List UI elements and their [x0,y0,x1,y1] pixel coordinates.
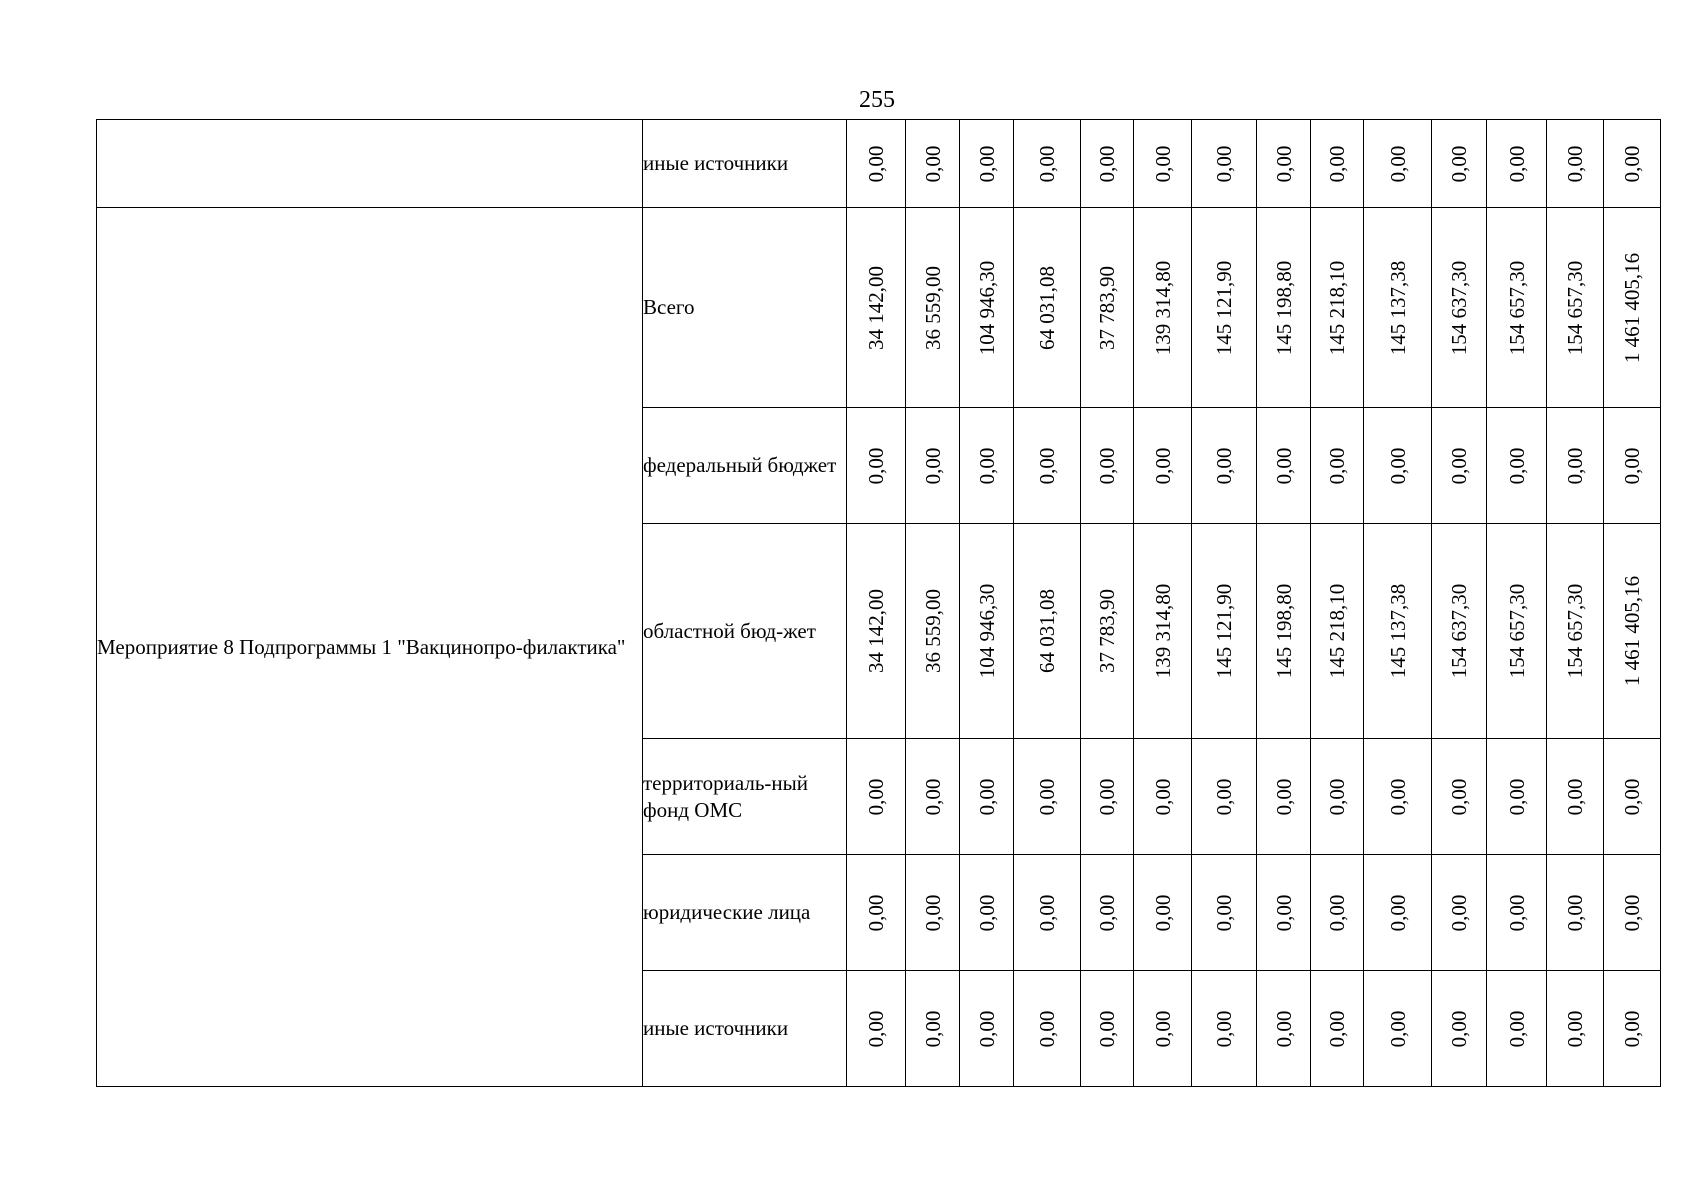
value-cell [960,524,1014,739]
value-cell [1547,971,1604,1087]
value-cell [1311,120,1364,208]
value-text: 0,00 [1504,145,1529,182]
value-text: 104 946,30 [974,583,999,679]
value-cell [1081,855,1134,971]
value-cell [1487,524,1547,739]
value-cell [1432,855,1487,971]
value-cell [960,208,1014,408]
value-cell [847,971,906,1087]
value-text: 0,00 [1563,447,1587,484]
value-text: 0,00 [920,145,945,182]
value-text: 0,00 [1620,145,1644,182]
value-text: 145 121,90 [1212,260,1236,355]
value-text: 0,00 [1095,145,1119,182]
value-cell [1134,855,1192,971]
value-cell [1192,855,1257,971]
value-text: 0,00 [1150,894,1175,931]
value-cell [1014,971,1081,1087]
value-text: 0,00 [974,447,999,484]
value-cell [1311,408,1364,524]
value-text: 37 783,90 [1095,265,1119,350]
value-text: 0,00 [974,1010,999,1047]
value-text: 0,00 [1385,778,1410,815]
value-text: 0,00 [1035,778,1059,815]
value-cell [1192,524,1257,739]
value-cell [1192,739,1257,855]
value-text: 0,00 [1504,447,1529,484]
value-cell [1134,208,1192,408]
value-text: 0,00 [1150,145,1175,182]
value-text: 0,00 [1620,894,1644,931]
value-text: 0,00 [920,778,945,815]
value-cell [906,739,960,855]
value-text: 0,00 [1035,447,1059,484]
value-cell [1311,208,1364,408]
value-text: 0,00 [1385,1010,1410,1047]
value-text: 0,00 [920,1010,945,1047]
value-text: 154 657,30 [1504,260,1529,355]
value-cell [847,208,906,408]
value-cell [1604,739,1661,855]
value-cell [1257,120,1311,208]
value-text: 0,00 [1035,894,1059,931]
value-text: 0,00 [1504,778,1529,815]
value-cell [1014,855,1081,971]
value-text: 0,00 [1447,1010,1471,1047]
value-text: 0,00 [1325,145,1349,182]
value-cell [847,739,906,855]
value-text: 0,00 [864,894,888,931]
table-row [97,120,1661,208]
value-text: 37 783,90 [1095,589,1119,673]
value-text: 0,00 [1504,1010,1529,1047]
value-text: 139 314,80 [1150,583,1175,679]
value-cell [1134,739,1192,855]
value-cell [847,524,906,739]
table-row [97,208,1661,408]
value-text: 145 218,10 [1325,583,1349,679]
value-text: 154 657,30 [1563,583,1587,679]
value-text: 0,00 [864,447,888,484]
value-cell [1547,208,1604,408]
value-cell [1604,208,1661,408]
value-cell [1311,524,1364,739]
value-cell [1547,855,1604,971]
value-cell [1257,524,1311,739]
value-text: 145 218,10 [1325,260,1349,355]
value-cell [960,120,1014,208]
value-text: 0,00 [864,1010,888,1047]
value-text: 0,00 [1212,447,1236,484]
value-text: 154 657,30 [1563,260,1587,355]
value-text: 0,00 [864,145,888,182]
value-text: 0,00 [1563,778,1587,815]
value-cell [1364,524,1432,739]
value-cell [1014,120,1081,208]
value-text: 0,00 [1325,778,1349,815]
value-text: 0,00 [1447,447,1471,484]
activity-name-cell [97,120,643,208]
value-cell [1081,208,1134,408]
value-text: 154 637,30 [1447,260,1471,355]
value-cell [906,524,960,739]
value-text: 0,00 [1271,145,1296,182]
value-cell [847,408,906,524]
value-cell [1257,408,1311,524]
value-text: 0,00 [1150,447,1175,484]
value-text: 0,00 [1620,1010,1644,1047]
value-cell [1311,855,1364,971]
value-text: 0,00 [1095,447,1119,484]
value-text: 0,00 [1447,145,1471,182]
value-text: 0,00 [1150,778,1175,815]
funding-source-cell: областной бюд-жет [643,524,847,739]
value-cell [1364,855,1432,971]
value-text: 0,00 [1563,1010,1587,1047]
value-text: 0,00 [1271,1010,1296,1047]
value-text: 145 137,38 [1385,583,1410,679]
value-cell [1604,971,1661,1087]
value-cell [1604,524,1661,739]
value-cell [1311,739,1364,855]
value-cell [1487,208,1547,408]
value-text: 0,00 [1212,894,1236,931]
value-text: 0,00 [1212,145,1236,182]
value-cell [1604,120,1661,208]
value-cell [960,739,1014,855]
value-cell [1432,208,1487,408]
value-text: 34 142,00 [864,265,888,350]
value-cell [1487,855,1547,971]
value-cell [1081,739,1134,855]
value-cell [1364,408,1432,524]
funding-source-cell: иные источники [643,120,847,208]
value-text: 64 031,08 [1035,589,1059,673]
value-text: 0,00 [1620,447,1644,484]
value-text: 0,00 [920,447,945,484]
value-text: 154 657,30 [1504,583,1529,679]
value-cell [1014,524,1081,739]
value-text: 0,00 [1212,1010,1236,1047]
value-text: 0,00 [1212,778,1236,815]
value-cell [1257,208,1311,408]
value-text: 0,00 [1271,447,1296,484]
value-text: 145 137,38 [1385,260,1410,355]
value-cell [1432,408,1487,524]
value-cell [1604,855,1661,971]
value-cell [1192,971,1257,1087]
value-cell [1364,208,1432,408]
value-text: 0,00 [1563,145,1587,182]
value-text: 0,00 [1035,1010,1059,1047]
value-cell [906,208,960,408]
value-text: 0,00 [1504,894,1529,931]
funding-source-cell: Всего [643,208,847,408]
value-cell [960,971,1014,1087]
value-text: 0,00 [1271,894,1296,931]
funding-source-cell: федеральный бюджет [643,408,847,524]
value-cell [1014,408,1081,524]
value-text: 0,00 [1095,1010,1119,1047]
value-text: 0,00 [1447,894,1471,931]
value-text: 145 121,90 [1212,583,1236,679]
value-text: 0,00 [1385,894,1410,931]
value-cell [1134,971,1192,1087]
value-cell [906,971,960,1087]
value-text: 145 198,80 [1271,583,1296,679]
value-cell [906,855,960,971]
value-cell [1081,524,1134,739]
value-text: 0,00 [1563,894,1587,931]
funding-source-cell: территориаль-ный фонд ОМС [643,739,847,855]
value-cell [1364,739,1432,855]
value-cell [1081,120,1134,208]
value-text: 0,00 [1325,894,1349,931]
value-text: 139 314,80 [1150,260,1175,355]
value-text: 34 142,00 [864,589,888,673]
value-cell [1547,739,1604,855]
value-text: 0,00 [974,778,999,815]
value-cell [1487,971,1547,1087]
value-cell [1364,971,1432,1087]
value-text: 145 198,80 [1271,260,1296,355]
value-cell [1192,208,1257,408]
value-cell [1432,971,1487,1087]
value-text: 0,00 [974,145,999,182]
value-text: 0,00 [1385,447,1410,484]
value-cell [1487,408,1547,524]
value-cell [960,408,1014,524]
value-cell [847,120,906,208]
value-text: 0,00 [1095,894,1119,931]
value-text: 0,00 [1035,145,1059,182]
value-cell [1547,524,1604,739]
value-cell [1487,120,1547,208]
value-text: 0,00 [974,894,999,931]
value-text: 0,00 [1095,778,1119,815]
value-text: 36 559,00 [920,589,945,673]
value-cell [1432,120,1487,208]
value-cell [1257,855,1311,971]
value-text: 0,00 [1385,145,1410,182]
value-text: 1 461 405,16 [1620,575,1644,687]
value-text: 0,00 [1325,1010,1349,1047]
value-cell [1134,408,1192,524]
value-cell [847,855,906,971]
value-cell [1081,408,1134,524]
value-cell [1547,120,1604,208]
funding-source-cell: иные источники [643,971,847,1087]
value-cell [1014,739,1081,855]
value-text: 0,00 [1150,1010,1175,1047]
value-text: 0,00 [864,778,888,815]
value-cell [1192,120,1257,208]
value-text: 154 637,30 [1447,583,1471,679]
value-text: 0,00 [1447,778,1471,815]
value-text: 0,00 [1620,778,1644,815]
value-cell [1134,524,1192,739]
value-cell [1547,408,1604,524]
value-text: 104 946,30 [974,260,999,355]
value-cell [1432,524,1487,739]
value-cell [960,855,1014,971]
activity-name-cell: Мероприятие 8 Подпрограммы 1 "Вакцинопро-филактика" [97,208,643,1087]
funding-source-cell: юридические лица [643,855,847,971]
value-cell [906,120,960,208]
value-cell [1257,971,1311,1087]
value-cell [1311,971,1364,1087]
page-number: 255 [859,87,895,113]
budget-table [96,119,1661,1087]
value-cell [1081,971,1134,1087]
value-cell [1192,408,1257,524]
value-cell [1364,120,1432,208]
value-cell [906,408,960,524]
value-text: 0,00 [1271,778,1296,815]
value-cell [1014,208,1081,408]
value-text: 64 031,08 [1035,265,1059,350]
value-cell [1432,739,1487,855]
value-cell [1257,739,1311,855]
value-text: 36 559,00 [920,265,945,350]
value-cell [1487,739,1547,855]
value-cell [1604,408,1661,524]
value-text: 1 461 405,16 [1620,252,1644,363]
value-text: 0,00 [920,894,945,931]
value-text: 0,00 [1325,447,1349,484]
value-cell [1134,120,1192,208]
